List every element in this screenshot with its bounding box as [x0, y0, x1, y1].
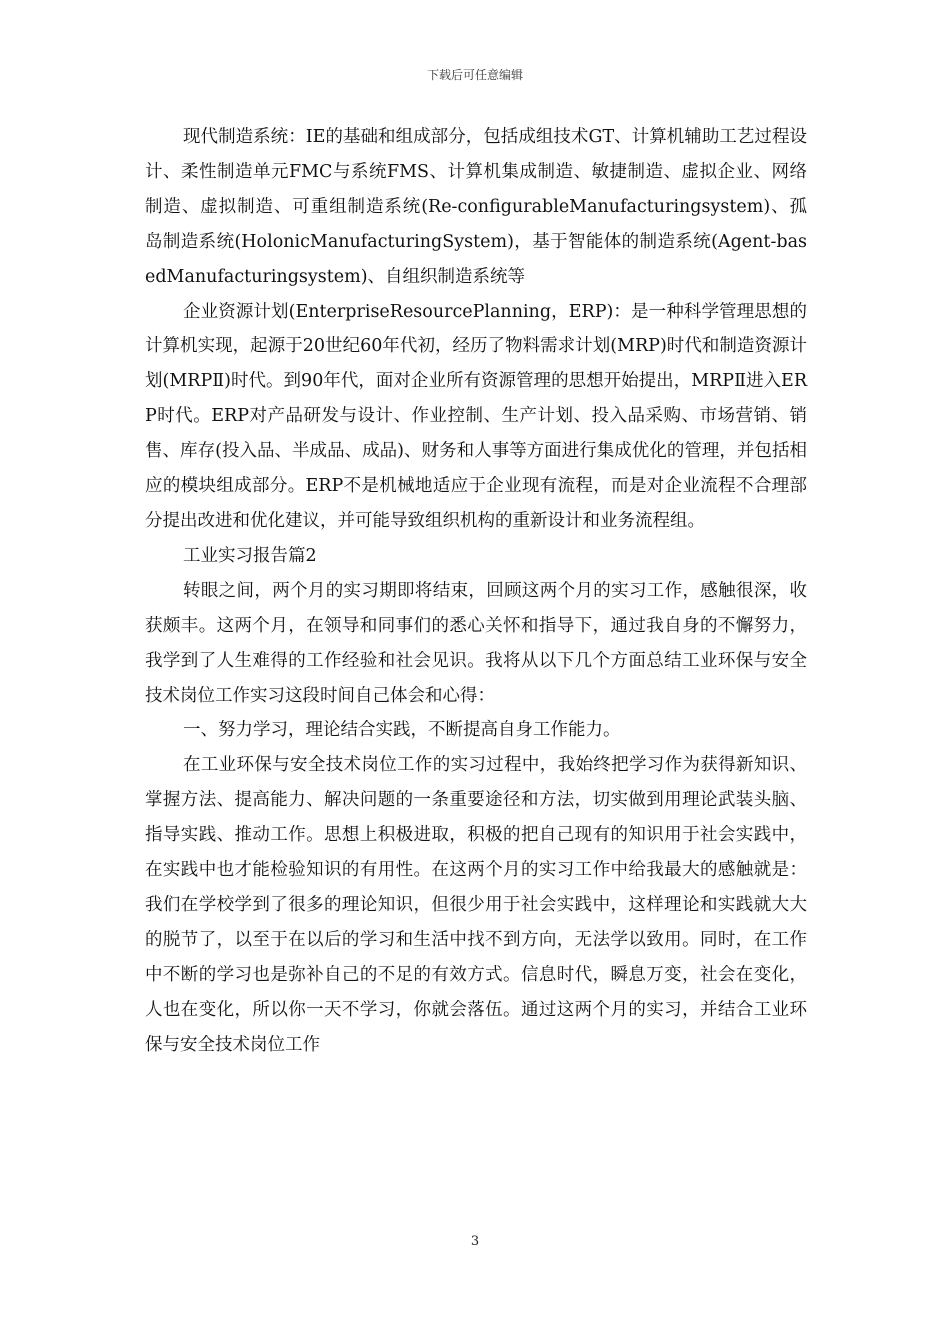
document-body — [145, 120, 807, 1062]
page-number: 3 — [470, 1234, 480, 1249]
paragraph-erp: 企业资源计划(EnterpriseResourcePlanning，ERP)：是一种科学管理思想的计算机实现，起源于20世纪60年代初，经历了物料需求计划(MRP)时代和制造资源计划(MRPⅡ)时代。到90年代，面对企业所有资源管理的思想开始提出，MRPⅡ进入ERP时代。ERP对产品研发与设计、作业控制、生产计划、投入品采购、市场营销、销售、库存(投入品、半成品、成品)、财务和人事等方面进行集成优化的管理，并包括相应的模块组成部分。ERP不是机械地适应于企业现有流程，而是对企业流程不合理部分提出改进和优化建议，并可能导致组织机构的重新设计和业务流程组。 — [145, 301, 807, 531]
section-heading: 工业实习报告篇2 — [183, 545, 317, 566]
paragraph-intro: 转眼之间，两个月的实习期即将结束，回顾这两个月的实习工作，感触很深，收获颇丰。这两个月，在领导和同事们的悉心关怀和指导下，通过我自身的不懈努力，我学到了人生难得的工作经验和社会见识。我将从以下几个方面总结工业环保与安全技术岗位工作实习这段时间自己体会和心得： — [145, 580, 807, 706]
subheading-study: 一、努力学习，理论结合实践，不断提高自身工作能力。 — [183, 720, 621, 741]
paragraph-modern-manufacturing: 现代制造系统：IE的基础和组成部分，包括成组技术GT、计算机辅助工艺过程设计、柔性制造单元FMC与系统FMS、计算机集成制造、敏捷制造、虚拟企业、网络制造、虚拟制造、可重组制造系统(Re-configurableManufacturingsystem)、孤岛制造系统(HolonicManufacturingSystem)，基于智能体的制造系统(Agent-basedManufacturingsystem)、自组织制造系统等 — [145, 127, 807, 287]
page-header: 下载后可任意编辑 — [426, 68, 523, 82]
paragraph-study: 在工业环保与安全技术岗位工作的实习过程中，我始终把学习作为获得新知识、掌握方法、提高能力、解决问题的一条重要途径和方法，切实做到用理论武装头脑、指导实践、推动工作。思想上积极进取，积极的把自己现有的知识用于社会实践中，在实践中也才能检验知识的有用性。在这两个月的实习工作中给我最大的感触就是：我们在学校学到了很多的理论知识，但很少用于社会实践中，这样理论和实践就大大的脱节了，以至于在以后的学习和生活中找不到方向，无法学以致用。同时，在工作中不断的学习也是弥补自己的不足的有效方式。信息时代，瞬息万变，社会在变化，人也在变化，所以你一天不学习，你就会落伍。通过这两个月的实习，并结合工业环保与安全技术岗位工作 — [145, 755, 807, 1055]
